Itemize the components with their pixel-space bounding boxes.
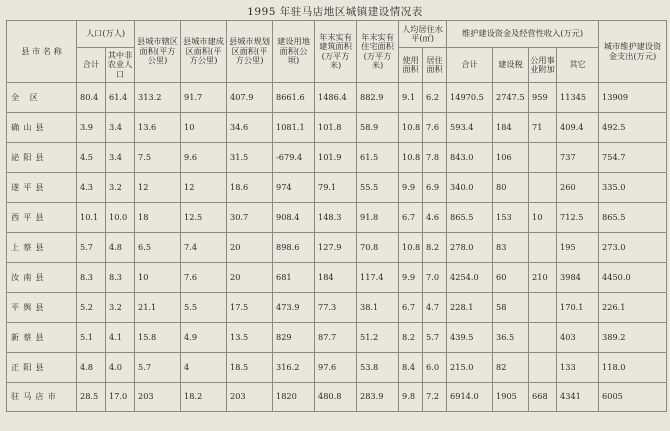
- table-cell: 127.9: [315, 233, 357, 263]
- table-cell: 31.5: [227, 143, 273, 173]
- table-cell: 101.8: [315, 113, 357, 143]
- header-funds-total: 合计: [447, 48, 493, 83]
- table-cell: 389.2: [599, 323, 667, 353]
- table-cell: 117.4: [357, 263, 399, 293]
- table-cell: 61.5: [357, 143, 399, 173]
- row-county-name: 全 区: [7, 83, 77, 113]
- row-county-name: 确山县: [7, 113, 77, 143]
- table-cell: 6.7: [399, 293, 423, 323]
- table-cell: 898.6: [273, 233, 315, 263]
- table-cell: 8.3: [106, 263, 135, 293]
- table-cell: 3.2: [106, 293, 135, 323]
- header-built-floor: 年末实有建筑面积(万平方米): [315, 21, 357, 83]
- table-cell: 203: [227, 383, 273, 412]
- table-row: [7, 203, 667, 233]
- row-county-name: 遂平县: [7, 173, 77, 203]
- header-living: 人均居住水平(㎡): [399, 21, 447, 48]
- table-cell: 101.9: [315, 143, 357, 173]
- table-cell: 13.6: [135, 113, 181, 143]
- table-cell: 1820: [273, 383, 315, 412]
- table-cell: 10: [181, 113, 227, 143]
- table-cell: 843.0: [447, 143, 493, 173]
- table-cell: [529, 233, 557, 263]
- table-row: [7, 383, 667, 412]
- table-cell: 10.8: [399, 113, 423, 143]
- table-cell: 18.5: [227, 353, 273, 383]
- table-cell: 7.8: [423, 143, 447, 173]
- row-county-name: 新蔡县: [7, 323, 77, 353]
- table-cell: 10.8: [399, 233, 423, 263]
- table-cell: 15.8: [135, 323, 181, 353]
- table-cell: 1081.1: [273, 113, 315, 143]
- table-cell: 5.7: [423, 323, 447, 353]
- table-cell: 439.5: [447, 323, 493, 353]
- table-cell: [529, 143, 557, 173]
- table-cell: 4254.0: [447, 263, 493, 293]
- table-cell: -679.4: [273, 143, 315, 173]
- table-cell: 3.4: [106, 143, 135, 173]
- table-cell: 36.5: [493, 323, 529, 353]
- table-cell: [529, 173, 557, 203]
- table-cell: 4: [181, 353, 227, 383]
- table-cell: 10.0: [106, 203, 135, 233]
- table-cell: 118.0: [599, 353, 667, 383]
- row-county-name: 泌阳县: [7, 143, 77, 173]
- table-cell: 10.8: [399, 143, 423, 173]
- header-funds-utility: 公用事业附加: [529, 48, 557, 83]
- header-population: 人口(万人): [77, 21, 135, 48]
- table-cell: 407.9: [227, 83, 273, 113]
- table-title: 1995 年驻马店地区城镇建设情况表: [247, 6, 423, 18]
- row-county-name: 汝南县: [7, 263, 77, 293]
- table-cell: 6.0: [423, 353, 447, 383]
- table-cell: 4450.0: [599, 263, 667, 293]
- table-cell: 60: [493, 263, 529, 293]
- table-cell: 34.6: [227, 113, 273, 143]
- table-cell: 8.4: [399, 353, 423, 383]
- table-cell: 8.3: [77, 263, 106, 293]
- table-cell: 4341: [557, 383, 599, 412]
- table-cell: 7.5: [135, 143, 181, 173]
- table-cell: 283.9: [357, 383, 399, 412]
- table-cell: 974: [273, 173, 315, 203]
- table-cell: 8.2: [399, 323, 423, 353]
- table-cell: 4.8: [106, 233, 135, 263]
- table-cell: 260: [557, 173, 599, 203]
- table-cell: 882.9: [357, 83, 399, 113]
- construction-table: [6, 20, 667, 412]
- table-cell: 4.0: [106, 353, 135, 383]
- table-cell: 38.1: [357, 293, 399, 323]
- table-cell: 70.8: [357, 233, 399, 263]
- table-cell: 4.6: [423, 203, 447, 233]
- table-cell: [529, 323, 557, 353]
- table-cell: 9.6: [181, 143, 227, 173]
- table-cell: 6.9: [423, 173, 447, 203]
- table-cell: 30.7: [227, 203, 273, 233]
- table-cell: 58.9: [357, 113, 399, 143]
- header-use-area: 使用面积: [399, 48, 423, 83]
- table-cell: 754.7: [599, 143, 667, 173]
- table-cell: 61.4: [106, 83, 135, 113]
- table-cell: 58: [493, 293, 529, 323]
- table-cell: 82: [493, 353, 529, 383]
- table-cell: 7.2: [423, 383, 447, 412]
- row-county-name: 上蔡县: [7, 233, 77, 263]
- table-cell: 335.0: [599, 173, 667, 203]
- header-county-area: 县城市辖区面积(平方公里): [135, 21, 181, 83]
- table-cell: 5.2: [77, 293, 106, 323]
- table-cell: 316.2: [273, 353, 315, 383]
- table-cell: 409.4: [557, 113, 599, 143]
- table-cell: [529, 293, 557, 323]
- table-cell: 4.8: [77, 353, 106, 383]
- table-cell: 6005: [599, 383, 667, 412]
- header-plan-area: 县城市规划区面积(平方公里): [227, 21, 273, 83]
- table-cell: 51.2: [357, 323, 399, 353]
- table-cell: 1905: [493, 383, 529, 412]
- table-cell: 10.1: [77, 203, 106, 233]
- table-cell: 480.8: [315, 383, 357, 412]
- table-cell: 6914.0: [447, 383, 493, 412]
- table-cell: 10: [135, 263, 181, 293]
- table-cell: 829: [273, 323, 315, 353]
- table-cell: 210: [529, 263, 557, 293]
- table-row: [7, 233, 667, 263]
- table-cell: 712.5: [557, 203, 599, 233]
- header-expense: 城市维护建设资金支出(万元): [599, 21, 667, 83]
- table-cell: 12: [181, 173, 227, 203]
- table-cell: 133: [557, 353, 599, 383]
- table-cell: 473.9: [273, 293, 315, 323]
- table-row: [7, 293, 667, 323]
- table-cell: 681: [273, 263, 315, 293]
- table-cell: 53.8: [357, 353, 399, 383]
- table-cell: 7.4: [181, 233, 227, 263]
- table-cell: 737: [557, 143, 599, 173]
- table-cell: 11345: [557, 83, 599, 113]
- table-cell: 593.4: [447, 113, 493, 143]
- table-cell: 4.7: [423, 293, 447, 323]
- table-cell: 80.4: [77, 83, 106, 113]
- table-cell: 3984: [557, 263, 599, 293]
- table-cell: 13909: [599, 83, 667, 113]
- table-cell: 18.2: [181, 383, 227, 412]
- table-cell: 5.5: [181, 293, 227, 323]
- table-cell: 492.5: [599, 113, 667, 143]
- table-cell: 959: [529, 83, 557, 113]
- header-land-area: 建设用地面积(公顷): [273, 21, 315, 83]
- table-row: [7, 173, 667, 203]
- table-cell: 21.1: [135, 293, 181, 323]
- table-cell: 14970.5: [447, 83, 493, 113]
- table-cell: 7.0: [423, 263, 447, 293]
- table-cell: 226.1: [599, 293, 667, 323]
- table-cell: 278.0: [447, 233, 493, 263]
- table-cell: 80: [493, 173, 529, 203]
- table-cell: 83: [493, 233, 529, 263]
- table-cell: 5.7: [135, 353, 181, 383]
- table-cell: 203: [135, 383, 181, 412]
- table-cell: 403: [557, 323, 599, 353]
- table-cell: [529, 353, 557, 383]
- table-cell: 6.2: [423, 83, 447, 113]
- table-cell: 5.1: [77, 323, 106, 353]
- row-county-name: 平舆县: [7, 293, 77, 323]
- table-cell: 9.1: [399, 83, 423, 113]
- table-cell: 18.6: [227, 173, 273, 203]
- table-cell: 9.8: [399, 383, 423, 412]
- table-cell: 17.0: [106, 383, 135, 412]
- table-cell: 87.7: [315, 323, 357, 353]
- table-cell: 20: [227, 233, 273, 263]
- table-cell: 20: [227, 263, 273, 293]
- table-cell: 865.5: [599, 203, 667, 233]
- table-cell: 6.5: [135, 233, 181, 263]
- table-cell: 12: [135, 173, 181, 203]
- table-cell: 4.5: [77, 143, 106, 173]
- table-cell: 8.2: [423, 233, 447, 263]
- table-row: [7, 143, 667, 173]
- table-cell: 97.6: [315, 353, 357, 383]
- table-cell: 273.0: [599, 233, 667, 263]
- table-body: [7, 83, 667, 412]
- table-cell: 91.7: [181, 83, 227, 113]
- table-cell: 3.9: [77, 113, 106, 143]
- header-housing-floor: 年末实有住宅面积(万平方米): [357, 21, 399, 83]
- header-live-area: 居住面积: [423, 48, 447, 83]
- table-cell: 7.6: [423, 113, 447, 143]
- table-cell: 7.6: [181, 263, 227, 293]
- header-county: 县 市 名 称: [7, 21, 77, 83]
- table-cell: 184: [493, 113, 529, 143]
- table-row: [7, 113, 667, 143]
- table-cell: 215.0: [447, 353, 493, 383]
- row-county-name: 正阳县: [7, 353, 77, 383]
- row-county-name: 西平县: [7, 203, 77, 233]
- table-cell: 313.2: [135, 83, 181, 113]
- table-cell: 13.5: [227, 323, 273, 353]
- table-cell: 71: [529, 113, 557, 143]
- table-cell: 2747.5: [493, 83, 529, 113]
- table-cell: 668: [529, 383, 557, 412]
- table-row: [7, 353, 667, 383]
- table-cell: 8661.6: [273, 83, 315, 113]
- table-cell: 79.1: [315, 173, 357, 203]
- header-funds: 维护建设资金及经营性收入(万元): [447, 21, 599, 48]
- table-cell: 28.5: [77, 383, 106, 412]
- table-cell: 3.2: [106, 173, 135, 203]
- table-cell: 865.5: [447, 203, 493, 233]
- table-cell: 106: [493, 143, 529, 173]
- table-cell: 12.5: [181, 203, 227, 233]
- table-cell: 77.3: [315, 293, 357, 323]
- header-pop-total: 合计: [77, 48, 106, 83]
- table-cell: 340.0: [447, 173, 493, 203]
- table-cell: 4.1: [106, 323, 135, 353]
- table-cell: 18: [135, 203, 181, 233]
- table-row: [7, 83, 667, 113]
- table-cell: 228.1: [447, 293, 493, 323]
- table-cell: 9.9: [399, 173, 423, 203]
- table-cell: 153: [493, 203, 529, 233]
- header-built-area: 县城市建成区面积(平方公里): [181, 21, 227, 83]
- table-cell: 5.7: [77, 233, 106, 263]
- table-cell: 10: [529, 203, 557, 233]
- table-row: [7, 263, 667, 293]
- table-cell: 148.3: [315, 203, 357, 233]
- header-funds-other: 其它: [557, 48, 599, 83]
- table-cell: 908.4: [273, 203, 315, 233]
- table-cell: 170.1: [557, 293, 599, 323]
- row-county-name: 驻马店市: [7, 383, 77, 412]
- table-cell: 184: [315, 263, 357, 293]
- table-cell: 55.5: [357, 173, 399, 203]
- table-row: [7, 323, 667, 353]
- table-cell: 4.3: [77, 173, 106, 203]
- header-pop-nonagri: 其中非农业人口: [106, 48, 135, 83]
- table-cell: 9.9: [399, 263, 423, 293]
- table-cell: 17.5: [227, 293, 273, 323]
- table-cell: 6.7: [399, 203, 423, 233]
- table-cell: 3.4: [106, 113, 135, 143]
- table-cell: 1486.4: [315, 83, 357, 113]
- table-cell: 91.8: [357, 203, 399, 233]
- table-cell: 4.9: [181, 323, 227, 353]
- table-cell: 195: [557, 233, 599, 263]
- header-funds-tax: 建设税: [493, 48, 529, 83]
